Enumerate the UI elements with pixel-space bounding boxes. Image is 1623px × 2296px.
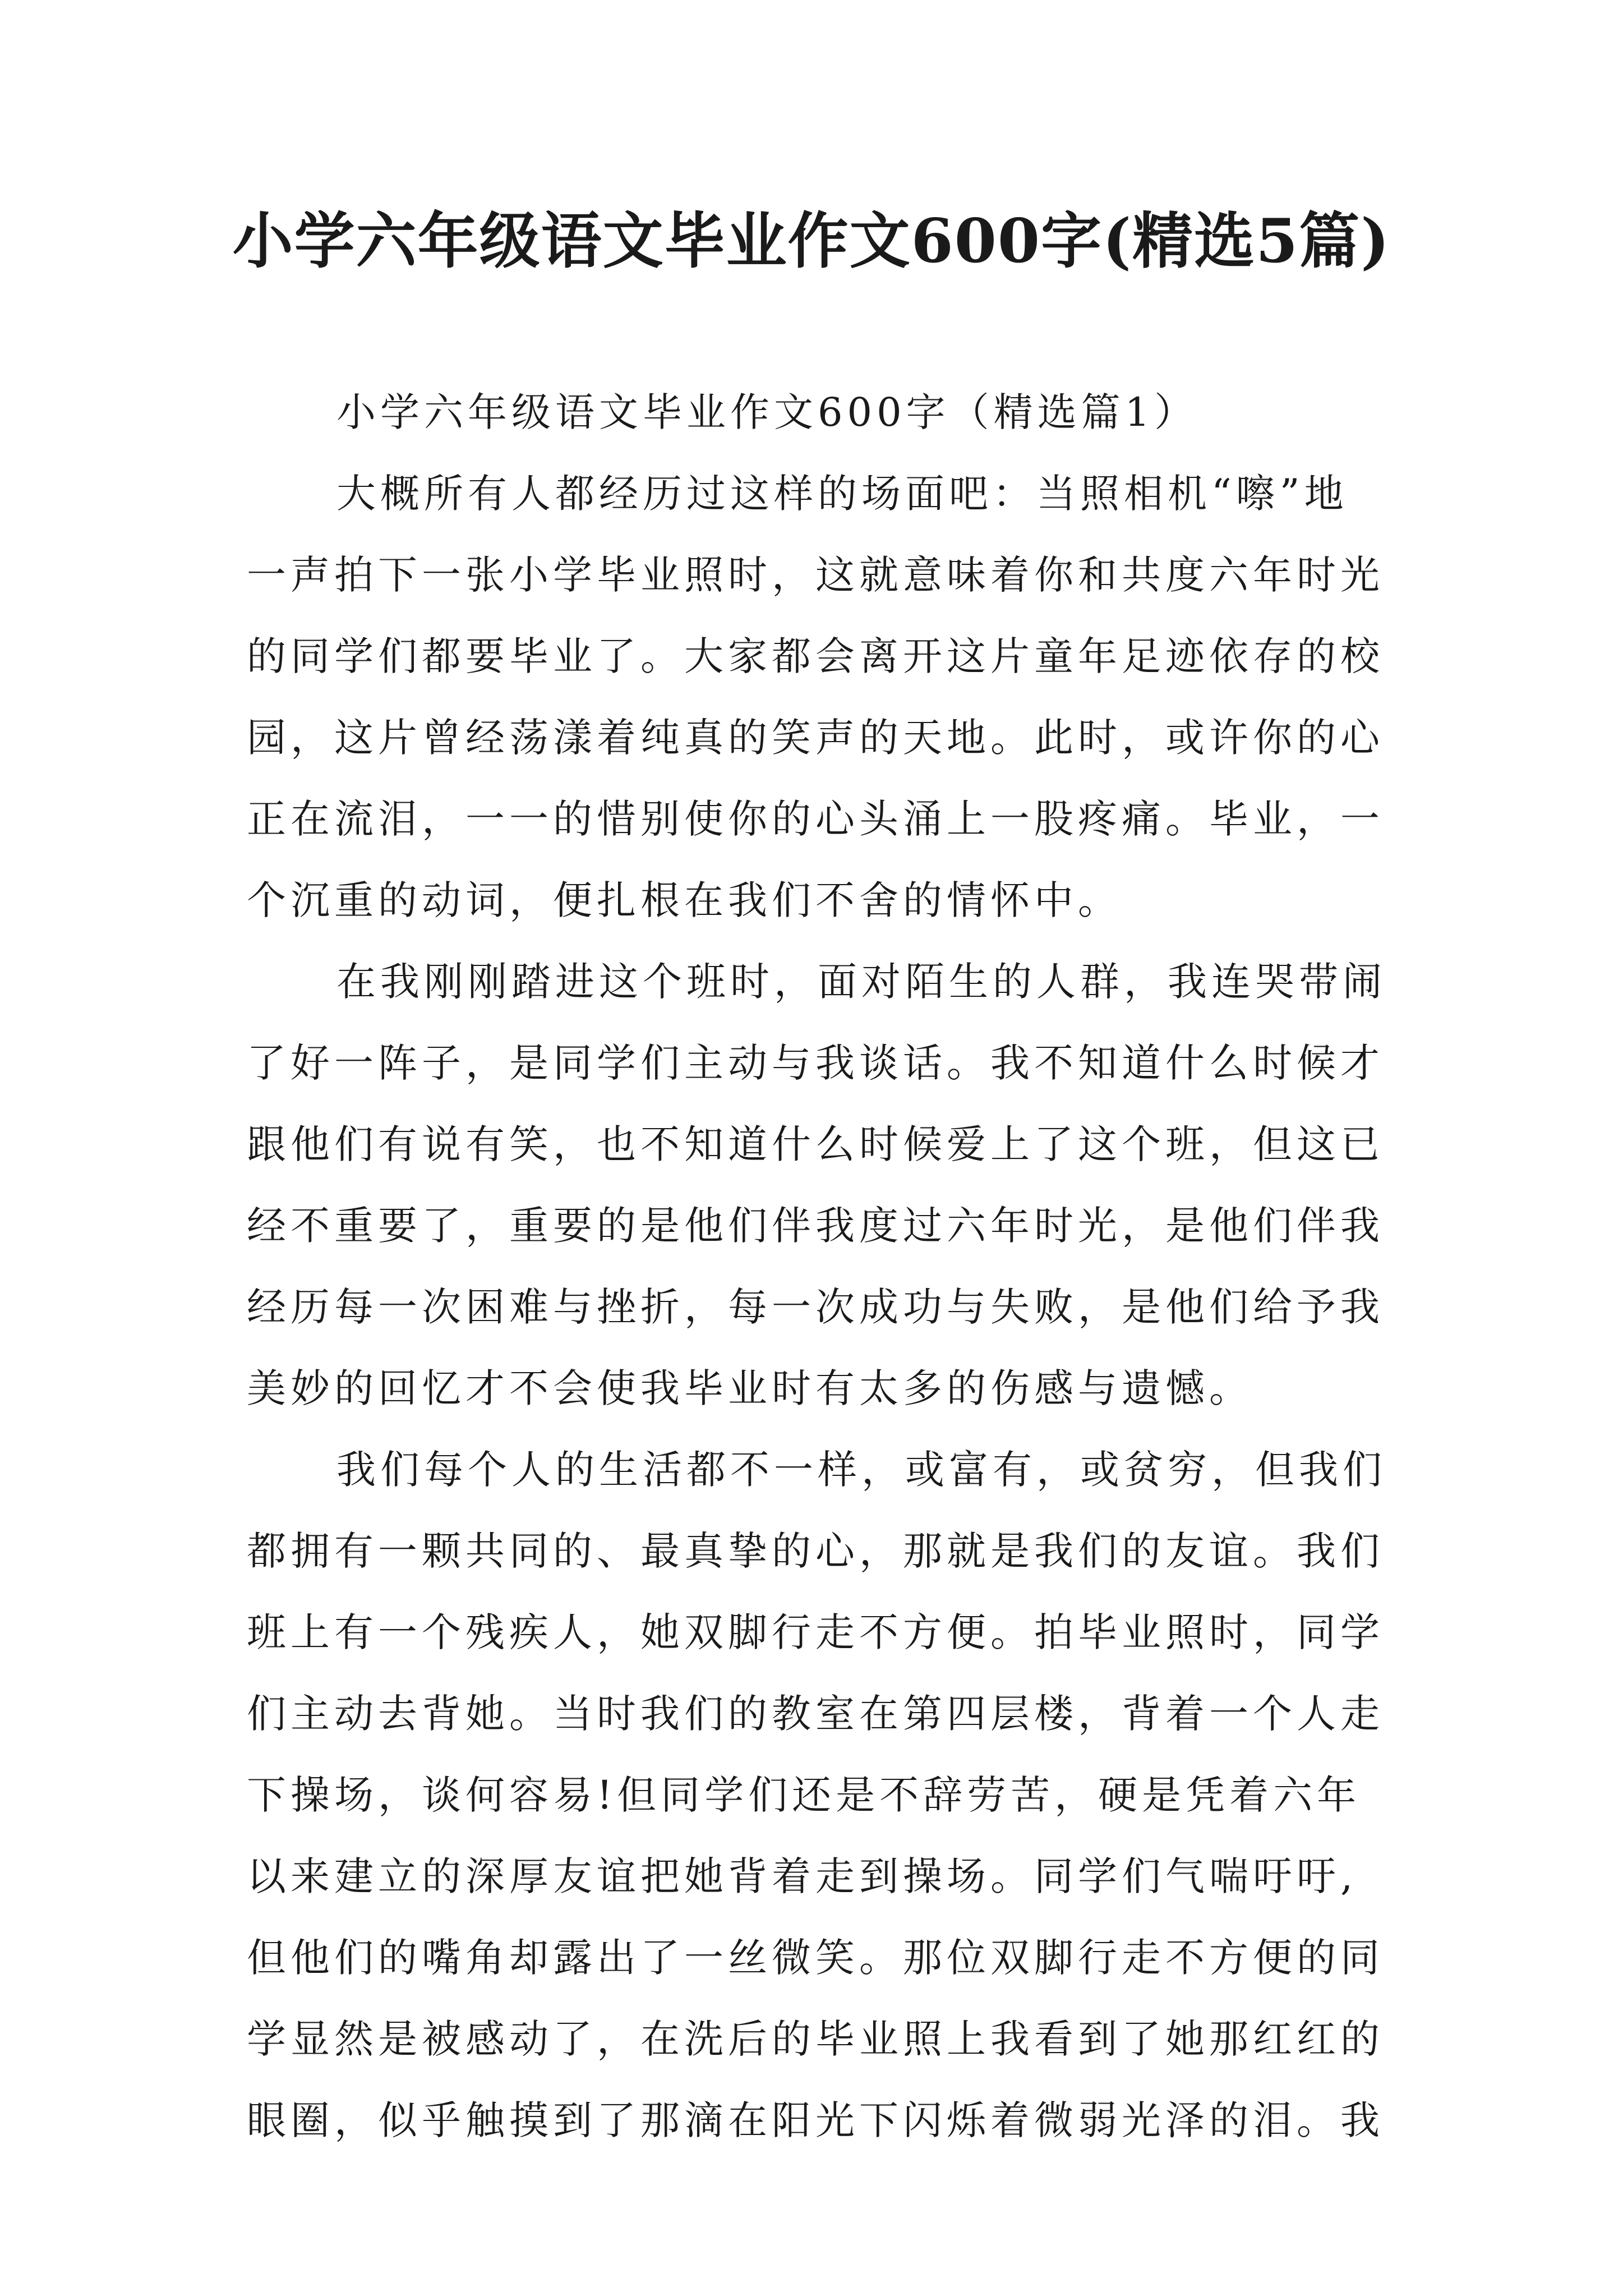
paragraph-3-line-7: 但他们的嘴角却露出了一丝微笑。那位双脚行走不方便的同 (247, 1935, 1384, 1981)
document-title: 小学六年级语文毕业作文600字(精选5篇) (232, 206, 1391, 277)
paragraph-2-line-4: 经不重要了，重要的是他们伴我度过六年时光，是他们伴我 (247, 1203, 1384, 1249)
paragraph-2-line-3: 跟他们有说有笑，也不知道什么时候爱上了这个班，但这已 (247, 1121, 1384, 1167)
paragraph-3-line-6: 以来建立的深厚友谊把她背着走到操场。同学们气喘吁吁, (247, 1853, 1358, 1899)
paragraph-3-line-3: 班上有一个残疾人，她双脚行走不方便。拍毕业照时，同学 (247, 1609, 1384, 1655)
paragraph-1-line-3: 的同学们都要毕业了。大家都会离开这片童年足迹依存的校 (247, 633, 1384, 679)
paragraph-3-line-5: 下操场，谈何容易!但同学们还是不辞劳苦，硬是凭着六年 (247, 1772, 1361, 1818)
paragraph-3-line-9: 眼圈，似乎触摸到了那滴在阳光下闪烁着微弱光泽的泪。我 (247, 2097, 1384, 2143)
paragraph-3-line-4: 们主动去背她。当时我们的教室在第四层楼，背着一个人走 (247, 1691, 1384, 1737)
paragraph-3-line-8: 学显然是被感动了，在洗后的毕业照上我看到了她那红红的 (247, 2016, 1384, 2062)
section-heading: 小学六年级语文毕业作文600字（精选篇1） (336, 389, 1198, 435)
paragraph-1-line-5: 正在流泪，一一的惜别使你的心头涌上一股疼痛。毕业，一 (247, 796, 1384, 842)
paragraph-2-line-2: 了好一阵子，是同学们主动与我谈话。我不知道什么时候才 (247, 1040, 1384, 1086)
paragraph-1-line-1: 大概所有人都经历过这样的场面吧：当照相机“嚓”地 (336, 471, 1348, 517)
paragraph-2-line-6: 美妙的回忆才不会使我毕业时有太多的伤感与遗憾。 (247, 1365, 1253, 1411)
paragraph-1-line-6: 个沉重的动词，便扎根在我们不舍的情怀中。 (247, 877, 1122, 923)
paragraph-3-line-1: 我们每个人的生活都不一样，或富有，或贫穷，但我们 (336, 1447, 1386, 1493)
paragraph-2-line-5: 经历每一次困难与挫折，每一次成功与失败，是他们给予我 (247, 1284, 1384, 1330)
paragraph-3-line-2: 都拥有一颗共同的、最真挚的心，那就是我们的友谊。我们 (247, 1528, 1384, 1574)
paragraph-1-line-4: 园，这片曾经荡漾着纯真的笑声的天地。此时，或许你的心 (247, 715, 1384, 761)
paragraph-1-line-2: 一声拍下一张小学毕业照时，这就意味着你和共度六年时光 (247, 552, 1384, 598)
paragraph-2-line-1: 在我刚刚踏进这个班时，面对陌生的人群，我连哭带闹 (336, 959, 1386, 1005)
